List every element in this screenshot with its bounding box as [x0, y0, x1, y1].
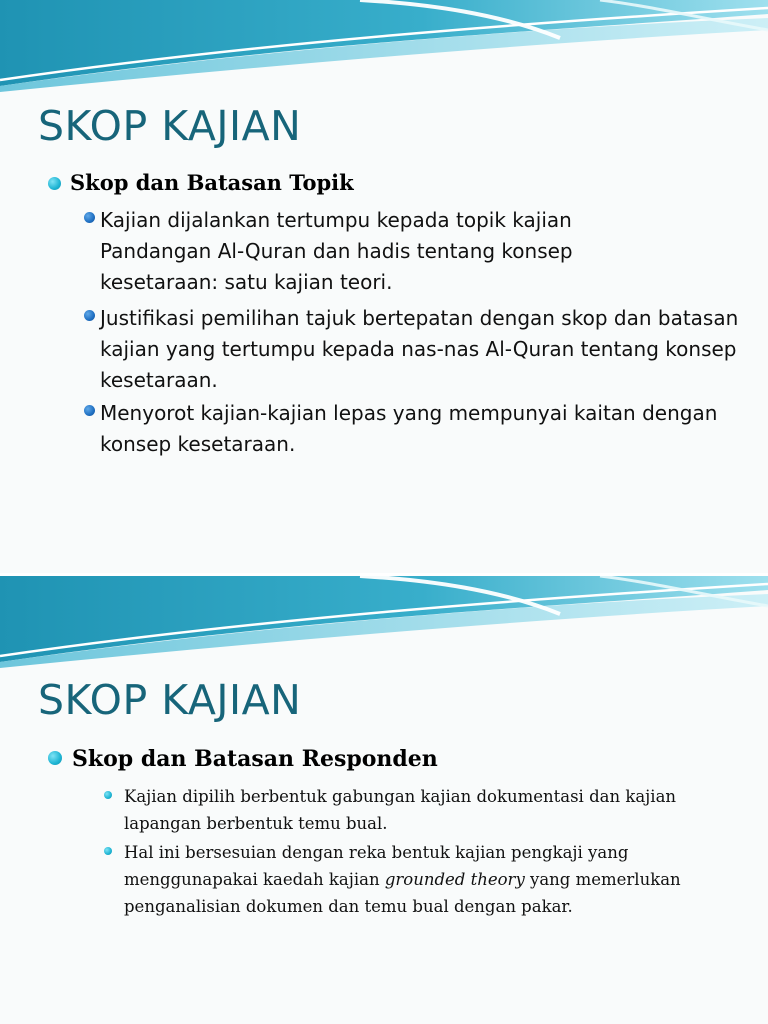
bullet-dot — [84, 212, 95, 223]
bullet-text: Justifikasi pemilihan tajuk bertepatan dengan skop dan batasan kajian yang tertumpu kepada nas-nas Al-Quran tentang konsep kesetaraan. — [100, 306, 739, 392]
bullet-text — [124, 839, 724, 920]
bullet-text: Menyorot kajian-kajian lepas yang mempunyai kaitan dengan konsep kesetaraan. — [100, 401, 718, 456]
bullet-heading-text: Skop dan Batasan Responden — [72, 746, 438, 772]
bullet-text-italic: grounded theory — [384, 870, 525, 889]
bullet-dot — [104, 791, 112, 799]
bullet-text: Kajian dijalankan tertumpu kepada topik kajian Pandangan Al-Quran dan hadis tentang konsep kesetaraan: satu kajian teori. — [100, 208, 573, 294]
bullet-dot — [84, 405, 95, 416]
slide-title: SKOP KAJIAN — [38, 102, 302, 150]
bullet-text-part: Hal ini bersesuian dengan reka bentuk kajian pengkaji yang menggunapakai kaedah kajian — [124, 843, 629, 889]
slide-2 — [0, 576, 768, 1024]
bullet-heading-text: Skop dan Batasan Topik — [70, 170, 354, 195]
slide-title: SKOP KAJIAN — [38, 676, 302, 724]
bullet-dot — [84, 310, 95, 321]
bullet-text-part: yang memerlukan penganalisian dokumen dan temu bual dengan pakar. — [124, 870, 681, 916]
bullet-dot — [48, 751, 62, 765]
decorative-wave-band — [0, 0, 768, 100]
bullet-dot — [48, 177, 61, 190]
bullet-text: Kajian dipilih berbentuk gabungan kajian dokumentasi dan kajian lapangan berbentuk temu bual. — [124, 787, 677, 833]
decorative-wave-band — [0, 576, 768, 676]
bullet-dot — [104, 847, 112, 855]
